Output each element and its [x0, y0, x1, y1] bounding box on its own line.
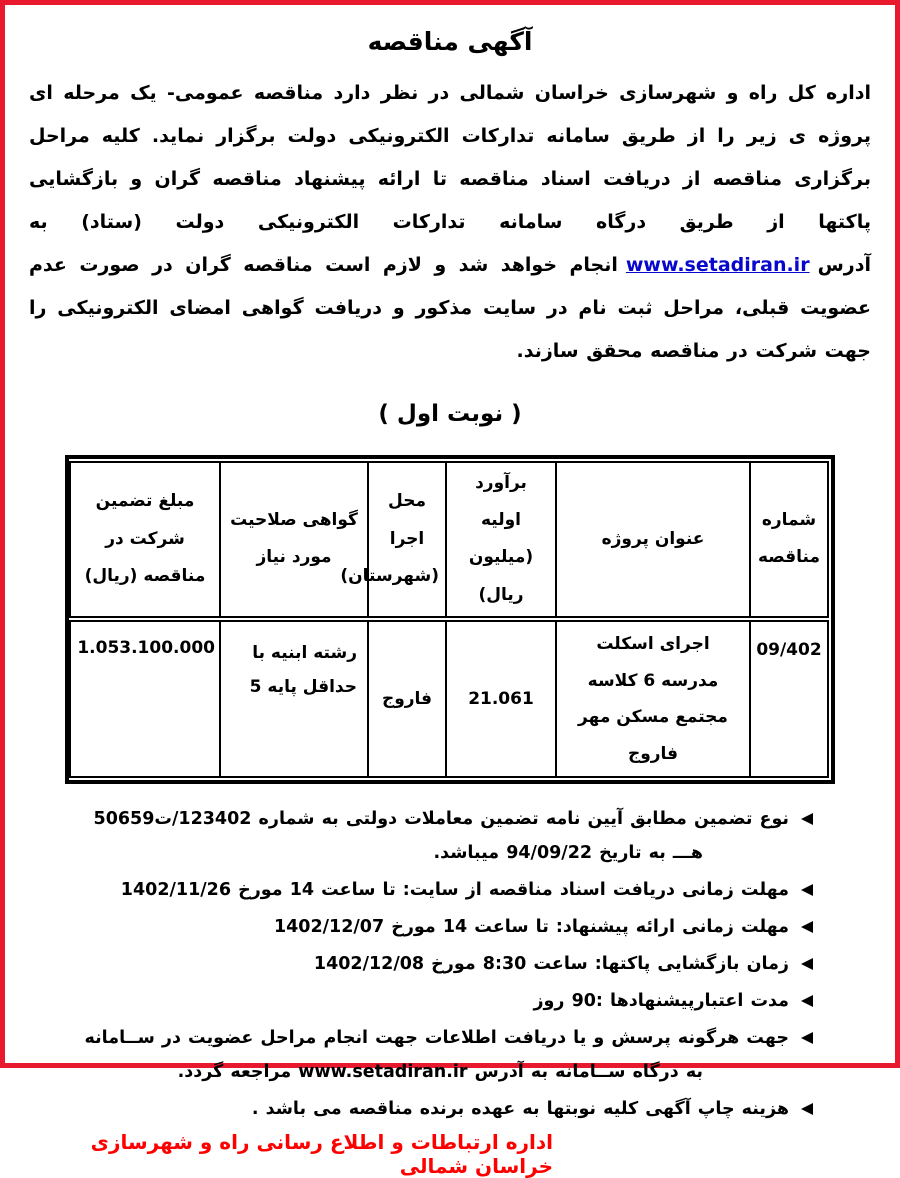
- bullet-text: مدت اعتبارپیشنهادها :90 روز: [533, 991, 789, 1012]
- table-row: [70, 619, 828, 777]
- arrow-bullet-icon: [801, 958, 813, 970]
- bullet-item-print-cost: [65, 1092, 813, 1126]
- table-header-row: [70, 462, 828, 620]
- col-header-location: محل اجرا (شهرستان): [368, 462, 446, 620]
- arrow-bullet-icon: [801, 995, 813, 1007]
- arrow-bullet-icon: [801, 884, 813, 896]
- arrow-bullet-icon: [801, 813, 813, 825]
- tender-table-frame: [65, 455, 835, 785]
- bullet-text: زمان بازگشایی پاکتها: ساعت 8:30 مورخ 1402/12/08: [313, 954, 789, 975]
- arrow-bullet-icon: [801, 1103, 813, 1115]
- arrow-bullet-icon: [801, 921, 813, 933]
- setadiran-link[interactable]: www.setadiran.ir: [625, 253, 810, 276]
- tender-table: [69, 461, 829, 779]
- bullet-item-proposal-deadline: [65, 910, 813, 944]
- bullet-item-envelope-opening: [65, 947, 813, 981]
- bullet-text: جهت هرگونه پرسش و یا دریافت اطلاعات جهت انجام مراحل عضویت در ســامانه به درگاه ســامانه به آدرس www.setadiran.ir مراجعه گردد.: [84, 1028, 789, 1083]
- arrow-bullet-icon: [801, 1032, 813, 1044]
- round-label: ( نوبت اول ): [378, 400, 522, 427]
- cell-guarantee-amount: 1.053.100.000: [70, 619, 220, 777]
- col-header-initial-estimate: برآورد اولیه (میلیون ریال): [446, 462, 556, 620]
- cell-location: فاروج: [368, 619, 446, 777]
- bullet-item-validity-period: [65, 984, 813, 1018]
- cell-initial-estimate: 21.061: [446, 619, 556, 777]
- notes-list: [29, 802, 871, 1126]
- col-header-tender-number: شماره مناقصه: [750, 462, 828, 620]
- cell-tender-number: 09/402: [750, 619, 828, 777]
- bullet-text: هزینه چاپ آگهی کلیه نوبتها به عهده برنده مناقصه می باشد .: [251, 1099, 789, 1120]
- bullet-item-contact-info: [65, 1021, 813, 1089]
- col-header-project-title: عنوان پروژه: [556, 462, 750, 620]
- bullet-text: مهلت زمانی ارائه پیشنهاد: تا ساعت 14 مورخ 1402/12/07: [273, 917, 789, 938]
- intro-text-before: اداره کل راه و شهرسازی خراسان شمالی در نظر دارد مناقصه عمومی- یک مرحله ای پروژه ی زیر را از طریق سامانه تدارکات الکترونیکی دولت برگزار نماید. کلیه مراحل برگزاری مناقصه از دریافت اسناد مناقصه تا ارائه پیشنهاد مناقصه گران و بازگشایی پاکتها از طریق درگاه سامانه تدارکات الکترونیکی دولت (ستاد) به آدرس: [29, 82, 871, 276]
- intro-paragraph: [29, 72, 871, 373]
- col-header-guarantee-amount: مبلغ تضمین شرکت در مناقصه (ریال): [70, 462, 220, 620]
- bullet-text: نوع تضمین مطابق آیین نامه تضمین معاملات دولتی به شماره 123402/ت50659 هـــ به تاریخ 94/09/22 میباشد.: [93, 809, 789, 864]
- cell-project-title: اجرای اسکلت مدرسه 6 کلاسه مجتمع مسکن مهر فاروج: [556, 619, 750, 777]
- page-title: آگهی مناقصه: [367, 27, 533, 56]
- bullet-item-guarantee-type: [65, 802, 813, 870]
- bullet-item-document-deadline: [65, 873, 813, 907]
- cell-qualification: رشته ابنیه با حداقل پایه 5: [220, 619, 368, 777]
- bullet-text: مهلت زمانی دریافت اسناد مناقصه از سایت: تا ساعت 14 مورخ 1402/11/26: [120, 880, 789, 901]
- col-header-qualification: گواهی صلاحیت مورد نیاز: [220, 462, 368, 620]
- issuer-signature: اداره ارتباطات و اطلاع رسانی راه و شهرسازی خراسان شمالی: [90, 1130, 553, 1178]
- intro-text-after: انجام خواهد شد و لازم است مناقصه گران در صورت عدم عضویت قبلی، مراحل ثبت نام در سایت مذکور و دریافت گواهی امضای الکترونیکی را جهت شرکت در مناقصه محقق سازند.: [29, 253, 871, 362]
